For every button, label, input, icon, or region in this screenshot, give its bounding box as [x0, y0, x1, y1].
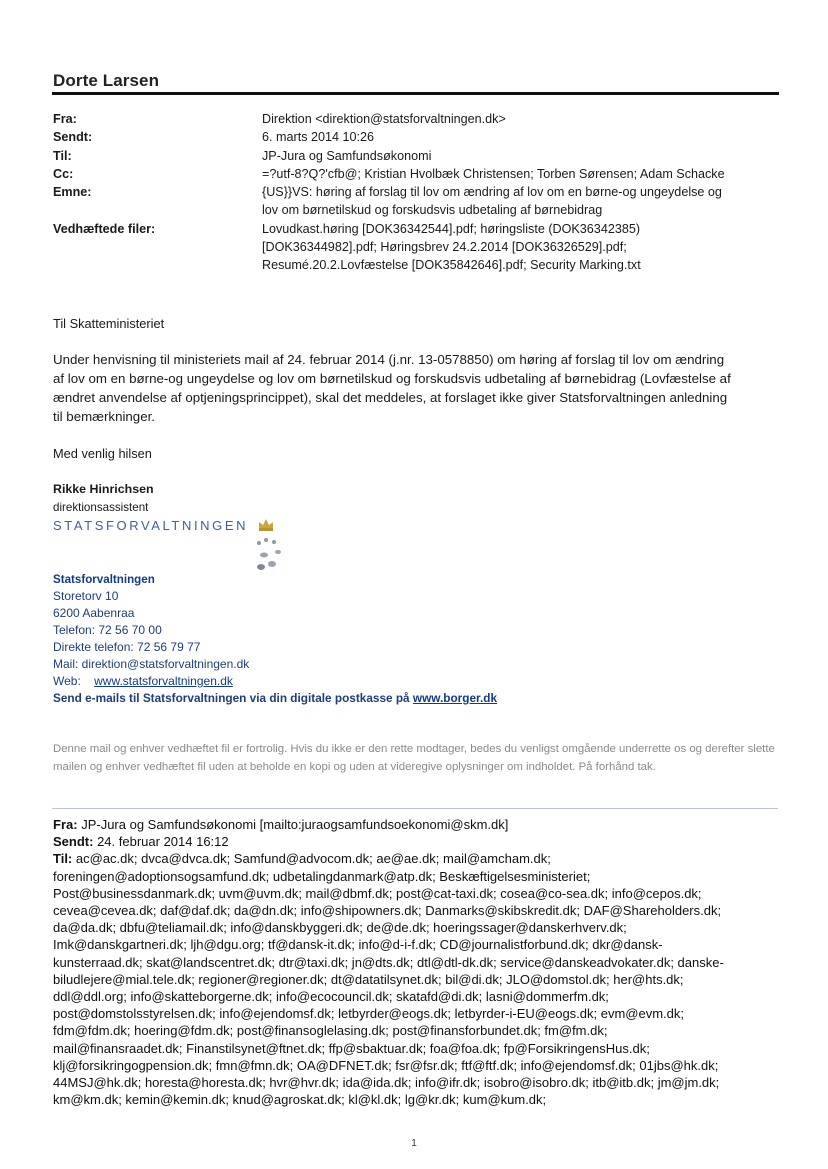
forwarded-to-line: ac@ac.dk; dvca@dvca.dk; Samfund@advocom.dk; ae@ae.dk; mail@amcham.dk;	[75, 851, 551, 867]
signature-city: 6200 Aabenraa	[53, 606, 135, 620]
from-label: Fra:	[53, 112, 77, 126]
forwarded-from-value: JP-Jura og Samfundsøkonomi [mailto:juraogsamfundsoekonomi@skm.dk]	[81, 817, 509, 832]
forwarded-from-label: Fra:	[53, 817, 78, 832]
signature-street: Storetorv 10	[53, 589, 119, 603]
forwarded-message	[53, 816, 773, 1108]
signature-web-row	[53, 673, 233, 690]
cc-value: =?utf-8?Q?'cfb@; Kristian Hvolbæk Christensen; Torben Sørensen; Adam Schacke	[262, 167, 725, 181]
subject-label: Emne:	[53, 185, 92, 199]
sent-value: 6. marts 2014 10:26	[262, 130, 375, 144]
forwarded-to-line: cevea@cevea.dk; daf@daf.dk; da@dn.dk; info@shipowners.dk; Danmarks@skibskredit.dk; DAF@Shareholders.dk;	[53, 903, 722, 919]
borger-link[interactable]: www.borger.dk	[412, 691, 498, 705]
forwarded-sent-row	[53, 833, 773, 850]
subject-line-2: lov om børnetilskud og forskudsvis udbetaling af børnebidrag	[262, 203, 603, 217]
forwarded-sent-value: 24. februar 2014 16:12	[97, 834, 229, 850]
forwarded-to-label: Til:	[53, 851, 73, 867]
signature-name: Rikke Hinrichsen	[53, 482, 154, 496]
subject-line-1: {US}}VS: høring af forslag til lov om ændring af lov om en børne-og ungeydelse og	[262, 185, 722, 199]
forwarded-to-line: km@km.dk; kemin@kemin.dk; knud@agroskat.dk; kl@kl.dk; lg@kr.dk; kum@kum.dk;	[53, 1092, 547, 1108]
forwarded-to-line: Post@businessdanmark.dk; uvm@uvm.dk; mail@dbmf.dk; post@cat-taxi.dk; cosea@co-sea.dk; info@cepos.dk;	[53, 885, 702, 901]
crown-logo-icon	[253, 512, 283, 574]
logo-wordmark: STATSFORVALTNINGEN	[53, 518, 249, 533]
forwarded-to-line: biludlejere@mial.tele.dk; regioner@regioner.dk; dt@datatilsynet.dk; bil@di.dk; JLO@domstol.dk; her@hts.dk;	[53, 971, 684, 987]
from-value: Direktion <direktion@statsforvaltningen.dk>	[262, 112, 506, 126]
signature-web-label: Web:	[53, 674, 81, 688]
closing: Med venlig hilsen	[53, 446, 152, 461]
signature-eboks-row	[53, 690, 497, 707]
page-number: 1	[411, 1138, 417, 1149]
attachments-line-2: [DOK36344982].pdf; Høringsbrev 24.2.2014 [DOK36326529].pdf;	[262, 240, 627, 254]
forwarded-to-line: mail@finansraadet.dk; Finanstilsynet@ftnet.dk; ffp@sbaktuar.dk; foa@foa.dk; fp@ForsikringensHus.dk;	[53, 1040, 650, 1056]
eboks-text: Send e-mails til Statsforvaltningen via din digitale postkasse på	[53, 691, 410, 705]
forwarded-to-row	[53, 850, 773, 867]
signature-phone: Telefon: 72 56 70 00	[53, 623, 162, 637]
salutation: Til Skatteministeriet	[53, 316, 165, 331]
signature-title: direktionsassistent	[53, 501, 149, 514]
body-line-3: ændret anvendelse af optjeningsprincippet), skal det meddeles, at forslaget ikke giver Statsforvaltningen anledning	[53, 390, 728, 405]
body-line-4: til bemærkninger.	[53, 409, 155, 424]
forwarded-to-line: 44MSJ@hk.dk; horesta@horesta.dk; hvr@hvr.dk; ida@ida.dk; info@ifr.dk; isobro@isobro.dk; itb@itb.dk; jm@jm.dk;	[53, 1075, 720, 1091]
forwarded-to-line: klj@forsikringogpension.dk; fmn@fmn.dk; OA@DFNET.dk; fsr@fsr.dk; ftf@ftf.dk; info@ejendomsf.dk; 01jbs@hk.dk;	[53, 1057, 719, 1073]
sent-label: Sendt:	[53, 130, 93, 144]
to-value: JP-Jura og Samfundsøkonomi	[262, 149, 432, 163]
signature-mail: Mail: direktion@statsforvaltningen.dk	[53, 657, 250, 671]
forward-separator	[52, 808, 778, 809]
attachments-line-3: Resumé.20.2.Lovfæstelse [DOK35842646].pdf; Security Marking.txt	[262, 258, 641, 272]
forwarded-to-line: da@da.dk; dbfu@teliamail.dk; info@danskbyggeri.dk; de@de.dk; hoeringssager@danskerhverv.dk;	[53, 920, 627, 936]
website-link[interactable]: www.statsforvaltningen.dk	[94, 674, 233, 688]
signature-direct-phone: Direkte telefon: 72 56 79 77	[53, 640, 201, 654]
forwarded-to-line: foreningen@adoptionsogsamfund.dk; udbetalingdanmark@atp.dk; Beskæftigelsesministeriet;	[53, 868, 591, 884]
forwarded-to-line: post@domstolsstyrelsen.dk; info@ejendomsf.dk; letbyrder@eogs.dk; letbyrder-i-EU@eogs.dk; evm@evm.dk;	[53, 1006, 685, 1022]
cc-label: Cc:	[53, 167, 74, 181]
signature-org: Statsforvaltningen	[53, 573, 155, 586]
confidentiality-disclaimer: Denne mail og enhver vedhæftet fil er fortrolig. Hvis du ikke er den rette modtager, bedes du venligst omgående underrette os og derefter slette mailen og enhver vedhæftet fil uden at beholde en kopi og uden at videregive oplysninger om indholdet. På forhånd tak.	[53, 743, 775, 773]
forwarded-to-line: ddl@ddl.org; info@skatteborgerne.dk; info@ecocouncil.dk; skatafd@di.dk; lasni@dommerfm.dk;	[53, 989, 609, 1005]
forwarded-to-line: Imk@danskgartneri.dk; ljh@dgu.org; tf@dansk-it.dk; info@d-i-f.dk; CD@journalistforbund.dk; dkr@dansk-	[53, 937, 663, 953]
attachments-label: Vedhæftede filer:	[53, 222, 156, 236]
forwarded-sent-label: Sendt:	[53, 834, 94, 850]
mailbox-owner-name: Dorte Larsen	[53, 71, 160, 90]
to-label: Til:	[53, 149, 72, 163]
header-rule	[52, 92, 779, 95]
body-line-1: Under henvisning til ministeriets mail af 24. februar 2014 (j.nr. 13-0578850) om høring af forslag til lov om ændring	[53, 352, 725, 367]
forwarded-to-line: fdm@fdm.dk; hoering@fdm.dk; post@finansoglelasing.dk; post@finansforbundet.dk; fm@fm.dk;	[53, 1023, 608, 1039]
forwarded-to-line: kunsterraad.dk; skat@landscentret.dk; dtr@taxi.dk; jn@dts.dk; dtl@dtl-dk.dk; service@danskeadvokater.dk; danske-	[53, 954, 724, 970]
body-line-2: af lov om en børne-og ungeydelse og lov om børnetilskud og forskudsvis udbetaling af børnebidrag (Lovfæstelse af	[53, 371, 731, 386]
attachments-line-1: Lovudkast.høring [DOK36342544].pdf; høringsliste (DOK36342385)	[262, 222, 641, 236]
forwarded-from-row	[53, 816, 773, 833]
